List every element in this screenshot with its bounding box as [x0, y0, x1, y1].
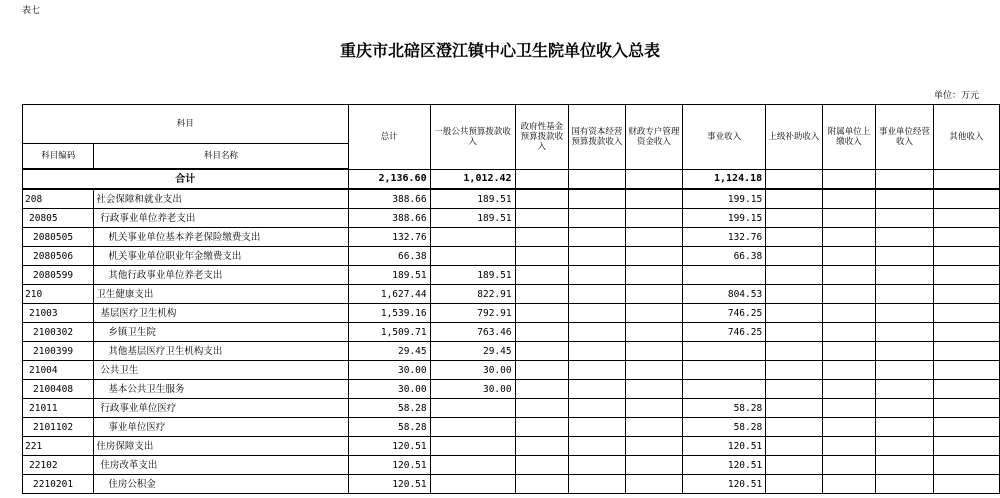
row-total: 58.28 — [348, 399, 430, 418]
row-other — [933, 209, 999, 228]
row-gov-fund — [515, 228, 569, 247]
row-total: 388.66 — [348, 189, 430, 209]
row-affiliated — [822, 475, 876, 494]
row-superior-subsidy — [766, 266, 823, 285]
row-name: 住房公积金 — [94, 475, 348, 494]
row-code: 21004 — [23, 361, 94, 380]
row-name: 基层医疗卫生机构 — [94, 304, 348, 323]
row-other — [933, 437, 999, 456]
row-state-capital — [569, 380, 626, 399]
total-special-account — [625, 169, 682, 189]
row-gov-fund — [515, 304, 569, 323]
row-special-account — [625, 285, 682, 304]
row-superior-subsidy — [766, 399, 823, 418]
row-other — [933, 475, 999, 494]
row-total: 30.00 — [348, 380, 430, 399]
row-state-capital — [569, 189, 626, 209]
row-code: 21003 — [23, 304, 94, 323]
row-general-budget: 189.51 — [430, 266, 515, 285]
row-superior-subsidy — [766, 228, 823, 247]
table-row — [23, 304, 1000, 323]
row-gov-fund — [515, 361, 569, 380]
row-superior-subsidy — [766, 209, 823, 228]
row-operating — [876, 361, 933, 380]
row-gov-fund — [515, 456, 569, 475]
row-business: 199.15 — [683, 209, 766, 228]
row-gov-fund — [515, 323, 569, 342]
row-affiliated — [822, 266, 876, 285]
row-operating — [876, 475, 933, 494]
special-account-header: 财政专户管理资金收入 — [625, 105, 682, 170]
row-total: 189.51 — [348, 266, 430, 285]
row-name: 机关事业单位职业年金缴费支出 — [94, 247, 348, 266]
row-operating — [876, 304, 933, 323]
general-budget-header: 一般公共预算拨款收入 — [430, 105, 515, 170]
row-general-budget — [430, 456, 515, 475]
row-state-capital — [569, 266, 626, 285]
row-state-capital — [569, 437, 626, 456]
row-superior-subsidy — [766, 456, 823, 475]
row-general-budget — [430, 228, 515, 247]
row-name: 事业单位医疗 — [94, 418, 348, 437]
row-other — [933, 285, 999, 304]
row-code: 21011 — [23, 399, 94, 418]
table-row — [23, 399, 1000, 418]
row-business: 120.51 — [683, 437, 766, 456]
row-total: 132.76 — [348, 228, 430, 247]
row-superior-subsidy — [766, 475, 823, 494]
row-business — [683, 361, 766, 380]
row-code: 22102 — [23, 456, 94, 475]
row-special-account — [625, 399, 682, 418]
row-name: 卫生健康支出 — [94, 285, 348, 304]
row-special-account — [625, 189, 682, 209]
gov-fund-header: 政府性基金预算拨款收入 — [515, 105, 569, 170]
row-superior-subsidy — [766, 304, 823, 323]
row-special-account — [625, 380, 682, 399]
row-total: 120.51 — [348, 456, 430, 475]
row-total: 1,539.16 — [348, 304, 430, 323]
row-affiliated — [822, 437, 876, 456]
row-code: 2080506 — [23, 247, 94, 266]
row-business: 132.76 — [683, 228, 766, 247]
table-row — [23, 285, 1000, 304]
row-special-account — [625, 456, 682, 475]
row-operating — [876, 323, 933, 342]
total-gov-fund — [515, 169, 569, 189]
row-special-account — [625, 323, 682, 342]
row-code: 208 — [23, 189, 94, 209]
row-code: 20805 — [23, 209, 94, 228]
row-special-account — [625, 304, 682, 323]
row-state-capital — [569, 228, 626, 247]
total-affiliated — [822, 169, 876, 189]
row-gov-fund — [515, 342, 569, 361]
table-row — [23, 418, 1000, 437]
row-special-account — [625, 209, 682, 228]
row-state-capital — [569, 304, 626, 323]
row-name: 公共卫生 — [94, 361, 348, 380]
header-row-1 — [23, 105, 1000, 144]
row-general-budget — [430, 437, 515, 456]
row-affiliated — [822, 323, 876, 342]
row-total: 29.45 — [348, 342, 430, 361]
row-operating — [876, 189, 933, 209]
row-code: 210 — [23, 285, 94, 304]
table-row — [23, 323, 1000, 342]
operating-income-header: 事业单位经营收入 — [876, 105, 933, 170]
row-total: 66.38 — [348, 247, 430, 266]
row-superior-subsidy — [766, 189, 823, 209]
row-superior-subsidy — [766, 361, 823, 380]
row-name: 机关事业单位基本养老保险缴费支出 — [94, 228, 348, 247]
row-operating — [876, 399, 933, 418]
row-operating — [876, 380, 933, 399]
row-general-budget: 189.51 — [430, 189, 515, 209]
row-business: 120.51 — [683, 475, 766, 494]
table-row — [23, 437, 1000, 456]
row-superior-subsidy — [766, 342, 823, 361]
row-state-capital — [569, 399, 626, 418]
row-general-budget: 30.00 — [430, 380, 515, 399]
row-special-account — [625, 266, 682, 285]
table-row — [23, 380, 1000, 399]
row-state-capital — [569, 323, 626, 342]
row-gov-fund — [515, 285, 569, 304]
table-row — [23, 361, 1000, 380]
row-gov-fund — [515, 266, 569, 285]
total-row — [23, 169, 1000, 189]
unit-label: 单位：万元 — [933, 91, 979, 101]
row-business: 58.28 — [683, 399, 766, 418]
row-business — [683, 380, 766, 399]
row-name: 住房保障支出 — [94, 437, 348, 456]
table-row — [23, 475, 1000, 494]
total-state-capital — [569, 169, 626, 189]
row-affiliated — [822, 209, 876, 228]
row-other — [933, 304, 999, 323]
row-affiliated — [822, 456, 876, 475]
row-superior-subsidy — [766, 285, 823, 304]
row-special-account — [625, 247, 682, 266]
row-affiliated — [822, 380, 876, 399]
row-gov-fund — [515, 209, 569, 228]
row-special-account — [625, 475, 682, 494]
row-total: 1,509.71 — [348, 323, 430, 342]
table-row — [23, 209, 1000, 228]
row-code: 2080505 — [23, 228, 94, 247]
row-other — [933, 228, 999, 247]
row-operating — [876, 209, 933, 228]
row-total: 120.51 — [348, 437, 430, 456]
row-business — [683, 266, 766, 285]
row-affiliated — [822, 361, 876, 380]
row-general-budget — [430, 247, 515, 266]
row-code: 2100302 — [23, 323, 94, 342]
row-gov-fund — [515, 189, 569, 209]
other-income-header: 其他收入 — [933, 105, 999, 170]
total-other — [933, 169, 999, 189]
row-state-capital — [569, 247, 626, 266]
row-gov-fund — [515, 437, 569, 456]
row-other — [933, 380, 999, 399]
row-affiliated — [822, 285, 876, 304]
row-business: 746.25 — [683, 304, 766, 323]
row-business: 804.53 — [683, 285, 766, 304]
table-row — [23, 266, 1000, 285]
row-gov-fund — [515, 475, 569, 494]
row-affiliated — [822, 247, 876, 266]
table-row — [23, 342, 1000, 361]
row-code: 221 — [23, 437, 94, 456]
row-business: 58.28 — [683, 418, 766, 437]
row-operating — [876, 437, 933, 456]
table-row — [23, 247, 1000, 266]
row-affiliated — [822, 228, 876, 247]
row-business: 66.38 — [683, 247, 766, 266]
total-header: 总计 — [348, 105, 430, 170]
row-affiliated — [822, 189, 876, 209]
row-business: 746.25 — [683, 323, 766, 342]
row-business: 120.51 — [683, 456, 766, 475]
row-operating — [876, 456, 933, 475]
row-other — [933, 189, 999, 209]
code-header: 科目编码 — [23, 144, 94, 170]
row-special-account — [625, 342, 682, 361]
row-general-budget — [430, 418, 515, 437]
total-value: 2,136.60 — [348, 169, 430, 189]
row-general-budget: 189.51 — [430, 209, 515, 228]
row-code: 2101102 — [23, 418, 94, 437]
row-superior-subsidy — [766, 437, 823, 456]
row-gov-fund — [515, 418, 569, 437]
row-special-account — [625, 361, 682, 380]
row-special-account — [625, 418, 682, 437]
row-general-budget: 792.91 — [430, 304, 515, 323]
row-code: 2210201 — [23, 475, 94, 494]
row-name: 社会保障和就业支出 — [94, 189, 348, 209]
row-other — [933, 399, 999, 418]
row-state-capital — [569, 475, 626, 494]
total-superior-subsidy — [766, 169, 823, 189]
row-gov-fund — [515, 399, 569, 418]
row-business: 199.15 — [683, 189, 766, 209]
name-header: 科目名称 — [94, 144, 348, 170]
superior-subsidy-header: 上级补助收入 — [766, 105, 823, 170]
page-title: 重庆市北碚区澄江镇中心卫生院单位收入总表 — [339, 41, 660, 60]
row-general-budget: 30.00 — [430, 361, 515, 380]
row-operating — [876, 342, 933, 361]
row-other — [933, 418, 999, 437]
table-number-note: 表七 — [22, 6, 41, 16]
row-general-budget — [430, 475, 515, 494]
affiliated-income-header: 附属单位上缴收入 — [822, 105, 876, 170]
row-gov-fund — [515, 380, 569, 399]
row-business — [683, 342, 766, 361]
total-label: 合计 — [23, 169, 349, 189]
row-other — [933, 361, 999, 380]
row-total: 120.51 — [348, 475, 430, 494]
row-operating — [876, 247, 933, 266]
row-affiliated — [822, 399, 876, 418]
row-operating — [876, 228, 933, 247]
row-other — [933, 342, 999, 361]
row-name: 其他基层医疗卫生机构支出 — [94, 342, 348, 361]
row-superior-subsidy — [766, 323, 823, 342]
row-total: 58.28 — [348, 418, 430, 437]
row-general-budget: 822.91 — [430, 285, 515, 304]
row-operating — [876, 418, 933, 437]
row-code: 2080599 — [23, 266, 94, 285]
row-superior-subsidy — [766, 418, 823, 437]
total-general-budget: 1,012.42 — [430, 169, 515, 189]
row-affiliated — [822, 418, 876, 437]
table-row — [23, 228, 1000, 247]
row-name: 基本公共卫生服务 — [94, 380, 348, 399]
row-state-capital — [569, 209, 626, 228]
row-name: 行政事业单位养老支出 — [94, 209, 348, 228]
row-superior-subsidy — [766, 247, 823, 266]
row-general-budget: 763.46 — [430, 323, 515, 342]
business-income-header: 事业收入 — [683, 105, 766, 170]
row-state-capital — [569, 361, 626, 380]
row-other — [933, 247, 999, 266]
table-row — [23, 189, 1000, 209]
row-other — [933, 323, 999, 342]
row-state-capital — [569, 285, 626, 304]
row-other — [933, 266, 999, 285]
total-operating — [876, 169, 933, 189]
row-superior-subsidy — [766, 380, 823, 399]
row-state-capital — [569, 342, 626, 361]
row-name: 行政事业单位医疗 — [94, 399, 348, 418]
row-special-account — [625, 437, 682, 456]
total-business: 1,124.18 — [683, 169, 766, 189]
row-general-budget — [430, 399, 515, 418]
income-summary-table — [22, 104, 1000, 494]
table-row — [23, 456, 1000, 475]
row-special-account — [625, 228, 682, 247]
row-gov-fund — [515, 247, 569, 266]
row-code: 2100408 — [23, 380, 94, 399]
row-total: 388.66 — [348, 209, 430, 228]
row-operating — [876, 266, 933, 285]
row-affiliated — [822, 304, 876, 323]
row-affiliated — [822, 342, 876, 361]
row-total: 30.00 — [348, 361, 430, 380]
subject-header: 科目 — [23, 105, 349, 144]
row-name: 住房改革支出 — [94, 456, 348, 475]
row-name: 其他行政事业单位养老支出 — [94, 266, 348, 285]
row-name: 乡镇卫生院 — [94, 323, 348, 342]
state-capital-header: 国有资本经营预算拨款收入 — [569, 105, 626, 170]
row-operating — [876, 285, 933, 304]
row-code: 2100399 — [23, 342, 94, 361]
row-total: 1,627.44 — [348, 285, 430, 304]
row-other — [933, 456, 999, 475]
row-state-capital — [569, 456, 626, 475]
row-general-budget: 29.45 — [430, 342, 515, 361]
row-state-capital — [569, 418, 626, 437]
